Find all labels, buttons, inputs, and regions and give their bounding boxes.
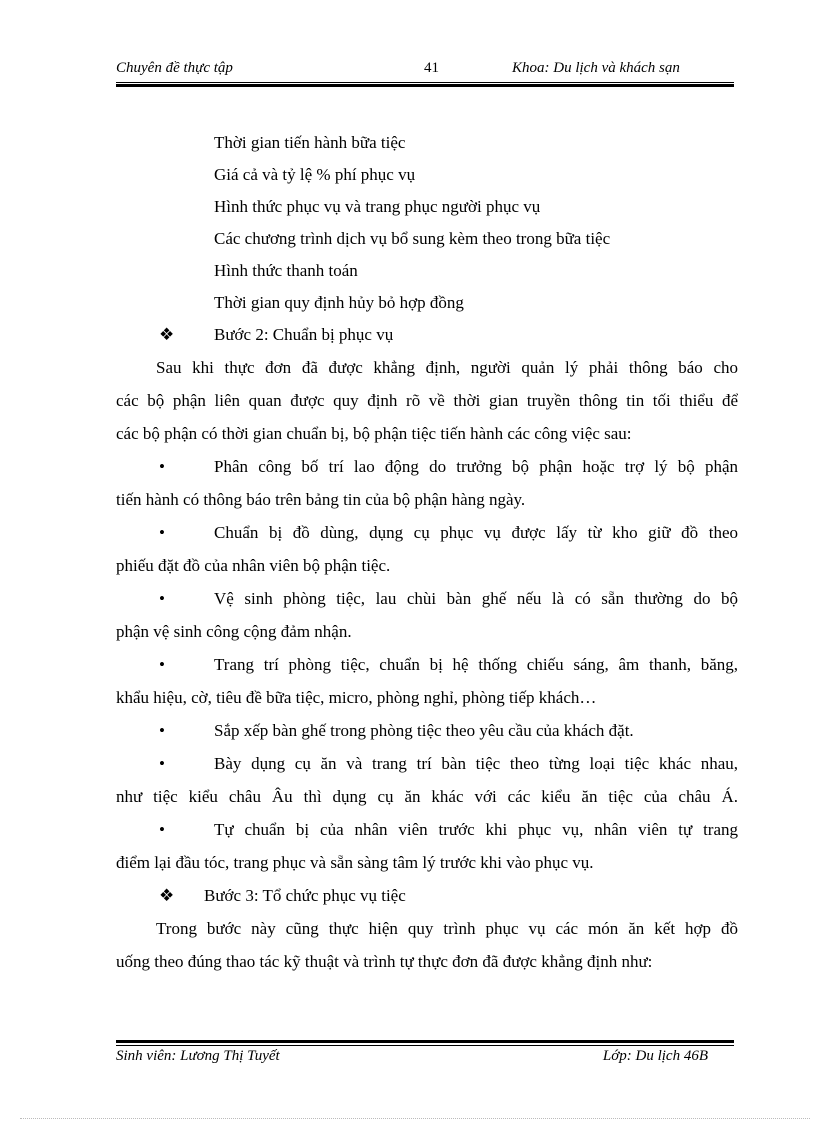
footer-student: Sinh viên: Lương Thị Tuyết: [116, 1048, 280, 1064]
bullet-line: Chuẩn bị đồ dùng, dụng cụ phục vụ được lấy từ kho giữ đồ theo: [214, 523, 738, 542]
page-number: 41: [424, 60, 439, 76]
step-heading: Bước 3: Tổ chức phục vụ tiệc: [204, 886, 406, 905]
step-heading: Bước 2: Chuẩn bị phục vụ: [214, 325, 394, 344]
bullet-icon: •: [159, 523, 165, 542]
diamond-bullet-icon: ❖: [159, 325, 175, 344]
bullet-line: như tiệc kiểu châu Âu thì dụng cụ ăn khác với các kiểu ăn tiệc của châu Á.: [116, 787, 738, 806]
list-item: Giá cả và tỷ lệ % phí phục vụ: [214, 165, 416, 184]
paragraph-line: các bộ phận liên quan được quy định rõ về thời gian truyền thông tin tối thiểu để: [116, 391, 738, 410]
header-faculty: Khoa: Du lịch và khách sạn: [512, 60, 680, 76]
bullet-icon: •: [159, 457, 165, 476]
bullet-line: phiếu đặt đồ của nhân viên bộ phận tiệc.: [116, 556, 391, 575]
bullet-line: tiến hành có thông báo trên bảng tin của bộ phận hàng ngày.: [116, 490, 526, 509]
bullet-line: Bày dụng cụ ăn và trang trí bàn tiệc theo từng loại tiệc khác nhau,: [214, 754, 738, 773]
bullet-line: Vệ sinh phòng tiệc, lau chùi bàn ghế nếu là có sẵn thường do bộ: [214, 589, 738, 608]
bullet-icon: •: [159, 589, 165, 608]
header-rule-thin: [116, 82, 734, 83]
bullet-line: điểm lại đầu tóc, trang phục và sẵn sàng tâm lý trước khi vào phục vụ.: [116, 853, 594, 872]
paragraph-line: uống theo đúng thao tác kỹ thuật và trình tự thực đơn đã được khẳng định như:: [116, 952, 653, 971]
header-rule-thick: [116, 84, 734, 87]
paragraph-line: Sau khi thực đơn đã được khẳng định, người quản lý phải thông báo cho: [156, 358, 738, 377]
bullet-icon: •: [159, 721, 165, 740]
list-item: Các chương trình dịch vụ bổ sung kèm theo trong bữa tiệc: [214, 229, 611, 248]
footer-rule-thick: [116, 1040, 734, 1043]
header-title: Chuyên đề thực tập: [116, 60, 233, 76]
bullet-line: Phân công bố trí lao động do trưởng bộ phận hoặc trợ lý bộ phận: [214, 457, 738, 476]
bullet-line: Trang trí phòng tiệc, chuẩn bị hệ thống chiếu sáng, âm thanh, băng,: [214, 655, 738, 674]
page-bottom-dotted-border: [20, 1118, 810, 1119]
paragraph-line: Trong bước này cũng thực hiện quy trình phục vụ các món ăn kết hợp đồ: [156, 919, 738, 938]
list-item: Thời gian quy định hủy bỏ hợp đồng: [214, 293, 464, 312]
bullet-line: phận vệ sinh công cộng đảm nhận.: [116, 622, 352, 641]
footer-rule-thin: [116, 1045, 734, 1046]
list-item: Hình thức phục vụ và trang phục người phục vụ: [214, 197, 541, 216]
bullet-icon: •: [159, 655, 165, 674]
list-item: Hình thức thanh toán: [214, 261, 358, 280]
page-header: [116, 60, 734, 82]
list-item: Thời gian tiến hành bữa tiệc: [214, 133, 406, 152]
bullet-line: Sắp xếp bàn ghế trong phòng tiệc theo yêu cầu của khách đặt.: [214, 721, 634, 740]
paragraph-line: các bộ phận có thời gian chuẩn bị, bộ phận tiệc tiến hành các công việc sau:: [116, 424, 632, 443]
bullet-icon: •: [159, 820, 165, 839]
footer-class: Lớp: Du lịch 46B: [602, 1048, 708, 1064]
bullet-line: khẩu hiệu, cờ, tiêu đề bữa tiệc, micro, phòng nghỉ, phòng tiếp khách…: [116, 688, 597, 707]
bullet-line: Tự chuẩn bị của nhân viên trước khi phục vụ, nhân viên tự trang: [214, 820, 738, 839]
diamond-bullet-icon: ❖: [159, 886, 175, 905]
bullet-icon: •: [159, 754, 165, 773]
